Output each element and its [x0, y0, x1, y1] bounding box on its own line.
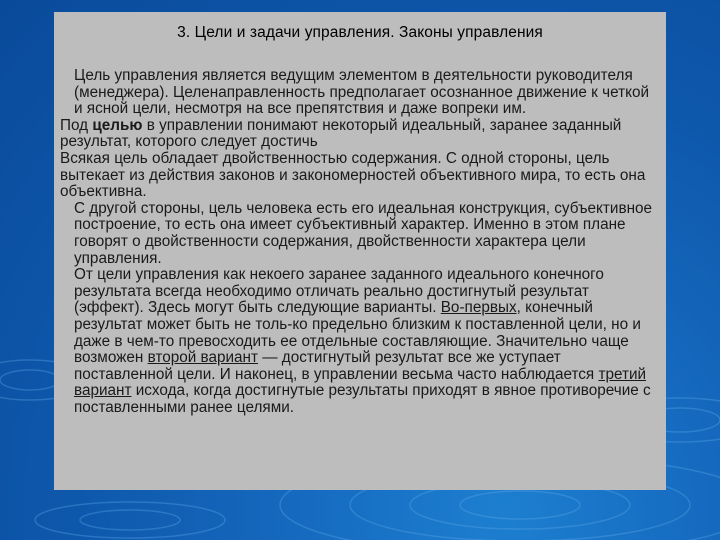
- paragraph-5-part-3: — достигнутый результат все же уступает поставленной цели. И наконец, в управлении весьма часто наблюдается: [74, 349, 599, 383]
- paragraph-5-part-4: исхода, когда достигнутые результаты приходят в явное противоречие с поставленными ранее целями.: [74, 382, 651, 416]
- paragraph-1: Цель управления является ведущим элементом в деятельности руководителя (менеджера). Целенаправленность предполагает осознанное движение к четкой и ясной цели, несмотря на все препятствия и даже вопреки им.: [74, 67, 649, 118]
- paragraph-3: Всякая цель обладает двойственностью содержания. С одной стороны, цель вытекает из действия законов и закономерностей объективного мира, то есть она объективна.: [60, 149, 646, 201]
- underlined-vo-pervykh: Во-первых: [440, 299, 517, 317]
- paragraph-5-part-2: , конечный результат может быть не толь-ко предельно близким к поставленной цели, но и даже в чем-то превосходить ее отдельные составляющие. Значительно чаще возможен: [74, 299, 641, 367]
- underlined-tretiy-variant: третий вариант: [74, 365, 647, 400]
- paragraph-5: [60, 267, 660, 416]
- slide-body: [60, 68, 660, 416]
- content-panel: [54, 12, 666, 490]
- slide-title: 3. Цели и задачи управления. Законы управления: [177, 24, 543, 41]
- paragraph-2-post: в управлении понимают некоторый идеальный, заранее заданный результат, которого следует достичь: [60, 116, 622, 151]
- paragraph-2-pre: Под: [60, 116, 93, 134]
- paragraph-5-part-1: От цели управления как некоего заранее заданного идеального конечного результата всегда необходимо отличать реально достигнутый результат (эффект). Здесь могут быть следующие варианты.: [74, 266, 604, 317]
- paragraph-4: С другой стороны, цель человека есть его идеальная конструкция, субъективное построение, то есть она имеет субъективный характер. Именно в этом плане говорят о двойственности содержания, двойственности характера цели управления.: [74, 199, 653, 267]
- paragraph-2: [60, 118, 660, 151]
- keyword-tselyu: целью: [92, 116, 143, 134]
- underlined-vtoroy-variant: второй вариант: [147, 349, 259, 367]
